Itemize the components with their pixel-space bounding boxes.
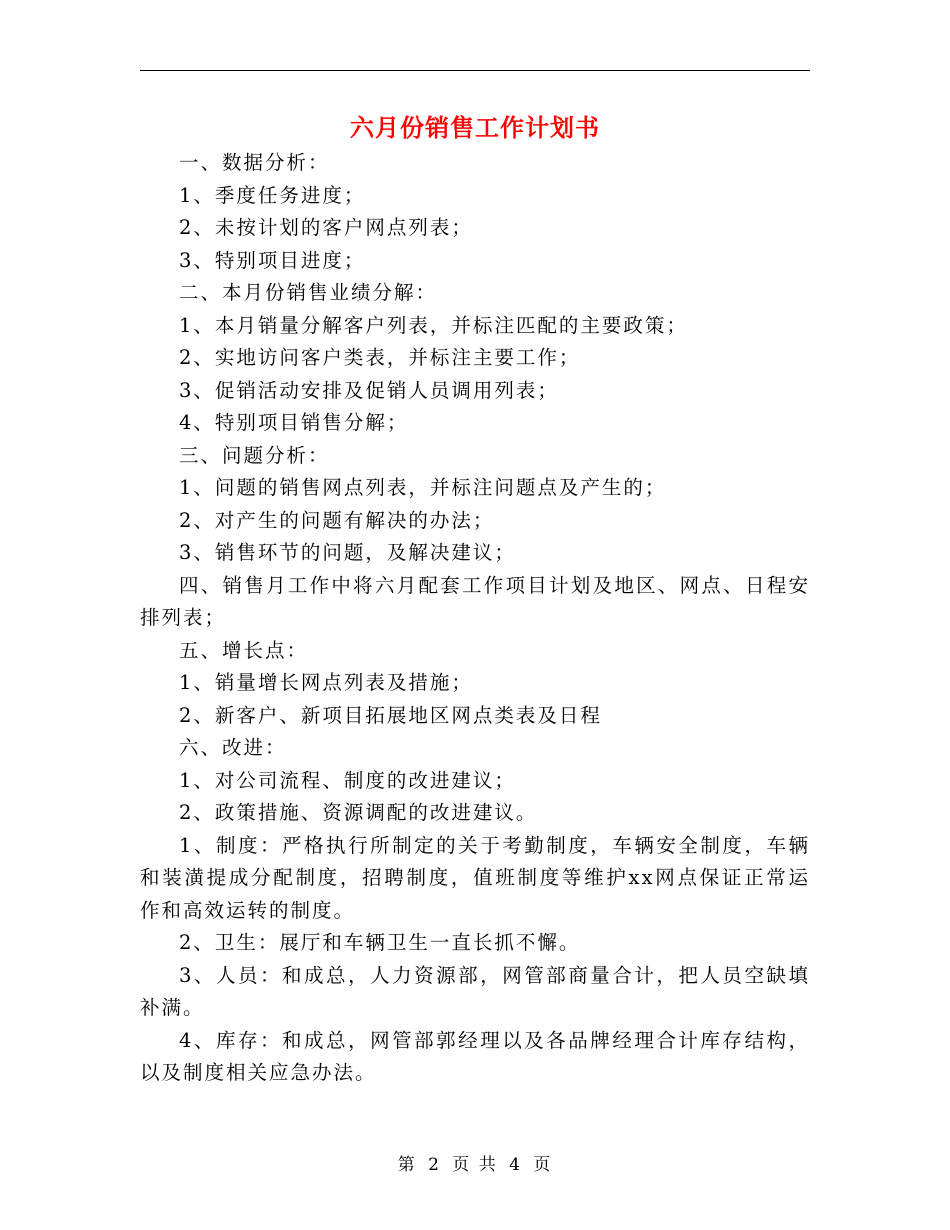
paragraph: 四、销售月工作中将六月配套工作项目计划及地区、网点、日程安排列表； <box>140 573 810 629</box>
paragraph: 4、库存：和成总，网管部郭经理以及各品牌经理合计库存结构，以及制度相关应急办法。 <box>140 1028 810 1084</box>
paragraph: 1、对公司流程、制度的改进建议； <box>179 768 516 792</box>
paragraph: 3、促销活动安排及促销人员调用列表； <box>179 378 559 402</box>
paragraph: 3、特别项目进度； <box>179 248 366 272</box>
paragraph: 三、问题分析： <box>179 443 330 467</box>
paragraph: 2、卫生：展厅和车辆卫生一直长抓不懈。 <box>179 931 581 954</box>
header-rule <box>140 70 810 71</box>
footer-current-page: 2 <box>428 1155 441 1175</box>
document-body <box>140 147 810 1090</box>
paragraph: 二、本月份销售业绩分解： <box>179 281 438 304</box>
paragraph: 1、本月销量分解客户列表，并标注匹配的主要政策； <box>179 313 688 337</box>
paragraph: 3、销售环节的问题，及解决建议； <box>179 541 516 564</box>
paragraph: 1、制度：严格执行所制定的关于考勤制度，车辆安全制度，车辆和装潢提成分配制度，招聘制度，值班制度等维护xx网点保证正常运作和高效运转的制度。 <box>140 833 810 922</box>
paragraph: 六、改进： <box>179 736 287 759</box>
paragraph: 4、特别项目销售分解； <box>179 411 409 434</box>
paragraph: 五、增长点： <box>179 638 309 662</box>
document-title: 六月份销售工作计划书 <box>350 113 600 142</box>
footer-prefix: 第 <box>397 1155 417 1175</box>
paragraph: 2、政策措施、资源调配的改进建议。 <box>179 801 538 824</box>
footer-middle: 页 共 <box>452 1155 498 1175</box>
paragraph: 2、对产生的问题有解决的办法； <box>179 508 495 532</box>
paragraph: 1、问题的销售网点列表，并标注问题点及产生的； <box>179 476 667 499</box>
footer-total-pages: 4 <box>509 1155 522 1175</box>
paragraph: 2、新客户、新项目拓展地区网点类表及日程 <box>179 703 602 727</box>
paragraph: 2、实地访问客户类表，并标注主要工作； <box>179 346 581 369</box>
page-footer <box>140 1150 810 1180</box>
paragraph: 1、销量增长网点列表及措施； <box>179 671 473 694</box>
footer-suffix: 页 <box>533 1155 553 1175</box>
paragraph: 1、季度任务进度； <box>179 183 366 207</box>
paragraph: 2、未按计划的客户网点列表； <box>179 216 473 239</box>
paragraph: 一、数据分析： <box>179 151 330 174</box>
paragraph: 3、人员：和成总，人力资源部，网管部商量合计，把人员空缺填补满。 <box>140 963 810 1019</box>
